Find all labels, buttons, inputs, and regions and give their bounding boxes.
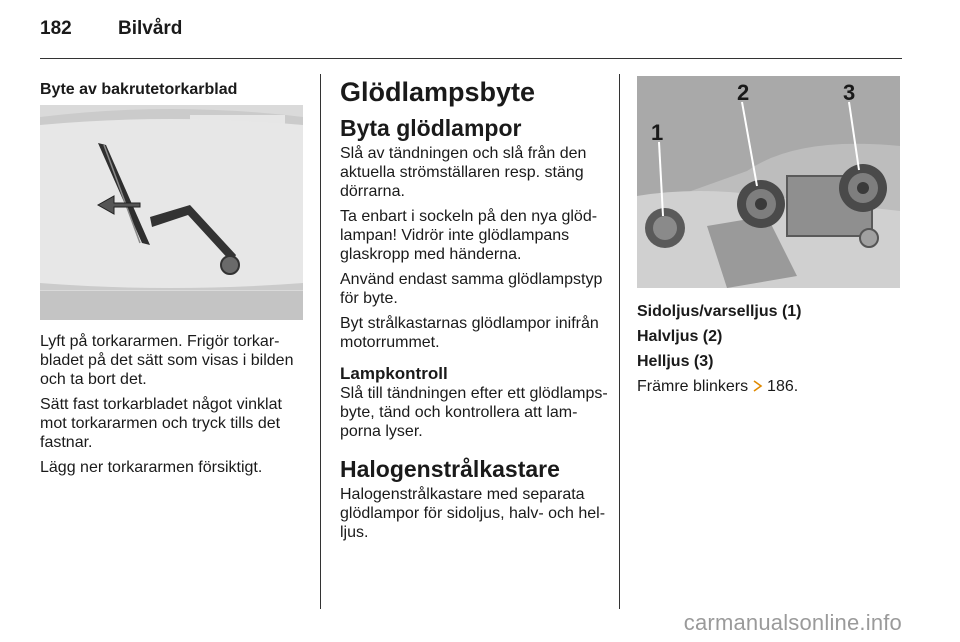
chapter-title: Bilvård <box>118 18 183 39</box>
high-beam-label: Helljus (3) <box>637 353 714 370</box>
wiper-instructions <box>40 332 310 483</box>
wiper-step-2: Sätt fast torkarbladet något vinklat mot torkararmen och tryck tills det fastnar. <box>40 396 282 451</box>
halogen-text: Halogenstrålkastare med separata glödlampor för sidoljus, halv- och hel-ljus. <box>340 486 606 541</box>
callout-1: 1 <box>651 120 664 145</box>
page-number: 182 <box>40 18 72 39</box>
front-indicator-text: Främre blinkers <box>637 378 749 395</box>
halogen-heading: Halogenstrålkastare <box>340 456 560 482</box>
middle-column <box>340 76 608 548</box>
front-indicator-ref <box>637 377 901 396</box>
column-divider-right <box>619 74 620 609</box>
low-beam-label: Halvljus (2) <box>637 328 723 345</box>
bulb-para-1: Slå av tändningen och slå från den aktuella strömställaren resp. stäng dörrarna. <box>340 145 587 200</box>
bulb-para-4: Byt strålkastarnas glödlampor inifrån motorrummet. <box>340 315 599 351</box>
sidelight-label: Sidoljus/varselljus (1) <box>637 303 802 320</box>
front-indicator-page-link[interactable]: 186. <box>767 378 799 395</box>
left-column <box>40 80 308 99</box>
wiper-section-heading: Byte av bakrutetorkarblad <box>40 81 238 98</box>
callout-2: 2 <box>737 80 750 105</box>
wiper-step-1: Lyft på torkararmen. Frigör torkar-bladet på det sätt som visas i bilden och ta bort det. <box>40 333 294 388</box>
page-reference-arrow-icon <box>753 377 763 396</box>
lamp-check-text: Slå till tändningen efter ett glödlamps-byte, tänd och kontrollera att lam-porna lyser. <box>340 385 608 440</box>
bulb-para-3: Använd endast samma glödlampstyp för byte. <box>340 271 603 307</box>
right-column-text <box>637 302 901 402</box>
header-divider <box>40 58 902 59</box>
bulb-replacement-title: Glödlampsbyte <box>340 77 536 107</box>
bulb-para-2: Ta enbart i sockeln på den nya glöd-lampan! Vidrör inte glödlampans glaskropp med händerna. <box>340 208 598 263</box>
wiper-step-3: Lägg ner torkararmen försiktigt. <box>40 459 263 476</box>
lamp-check-heading: Lampkontroll <box>340 364 448 383</box>
column-divider-left <box>320 74 321 609</box>
headlamp-illustration <box>637 76 900 288</box>
replace-bulbs-heading: Byta glödlampor <box>340 115 522 141</box>
wiper-illustration <box>40 105 303 320</box>
watermark: carmanualsonline.info <box>683 610 902 635</box>
callout-3: 3 <box>843 80 856 105</box>
